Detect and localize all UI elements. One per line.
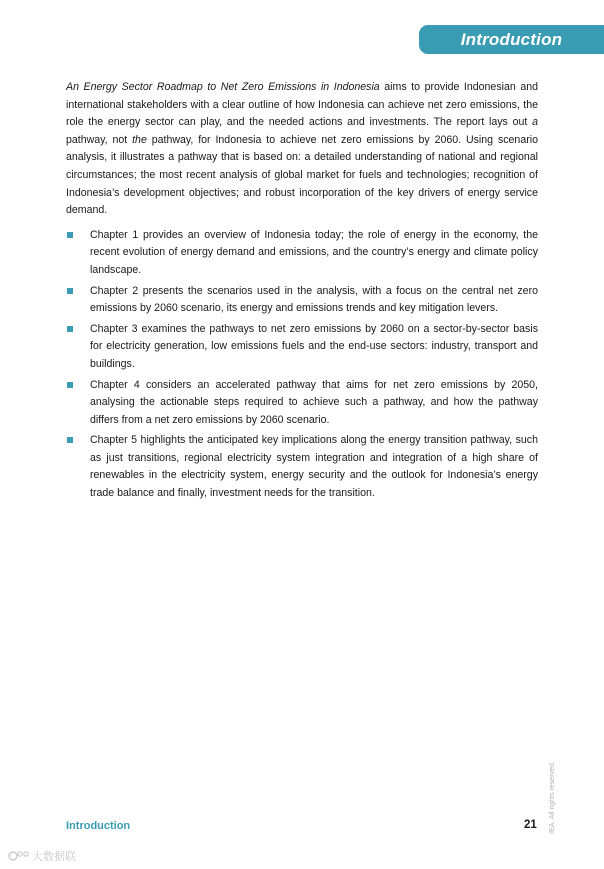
square-bullet-icon — [67, 232, 73, 238]
page-number: 21 — [524, 819, 537, 831]
main-content — [66, 79, 538, 506]
list-item: Chapter 3 examines the pathways to net zero emissions by 2060 on a sector-by-sector basis for electricity generation, low emissions fuels and the end-use sectors: industry, transport and buildings. — [66, 321, 538, 374]
watermark-logo-icon — [8, 850, 30, 862]
list-item: Chapter 5 highlights the anticipated key implications along the energy transition pathway, such as just transitions, regional electricity system integration and integration of a high share of renewables in the electricity system, energy security and the outlook for Indonesia’s energy trade balance and finally, investment needs for the transition. — [66, 432, 538, 502]
square-bullet-icon — [67, 326, 73, 332]
list-item: Chapter 1 provides an overview of Indonesia today; the role of energy in the economy, the recent evolution of energy demand and emissions, and the country’s energy and climate policy landscape. — [66, 227, 538, 280]
square-bullet-icon — [67, 288, 73, 294]
list-item: Chapter 2 presents the scenarios used in the analysis, with a focus on the central net zero emissions by 2060 scenario, its energy and emissions trends and key mitigation levers. — [66, 283, 538, 318]
square-bullet-icon — [67, 437, 73, 443]
chapter-list — [66, 227, 538, 503]
footer-section-title: Introduction — [66, 820, 131, 832]
square-bullet-icon — [67, 382, 73, 388]
list-item: Chapter 4 considers an accelerated pathway that aims for net zero emissions by 2050, analysing the actionable steps required to achieve such a pathway, and how the pathway differs from a net zero emissions by 2060 scenario. — [66, 377, 538, 430]
section-header-tab — [419, 25, 604, 54]
watermark — [8, 848, 76, 864]
watermark-text: 大数据联 — [32, 851, 76, 863]
section-header-label: Introduction — [460, 29, 563, 49]
copyright-notice: IEA. All rights reserved. — [549, 761, 556, 834]
intro-paragraph: An Energy Sector Roadmap to Net Zero Emissions in Indonesia aims to provide Indonesian and international stakeholders with a clear outline of how Indonesia can achieve net zero emissions, the role the energy sector can play, and the needed actions and investments. The report lays out a pathway, not the pathway, for Indonesia to achieve net zero emissions by 2060. Using scenario analysis, it illustrates a pathway that is based on: a detailed understanding of national and regional circumstances; the most recent analysis of global market for fuels and technologies; recognition of Indonesia’s development objectives; and robust incorporation of the key drivers of energy service demand. — [66, 81, 538, 217]
report-title: An Energy Sector Roadmap to Net Zero Emissions in Indonesia — [66, 81, 380, 93]
